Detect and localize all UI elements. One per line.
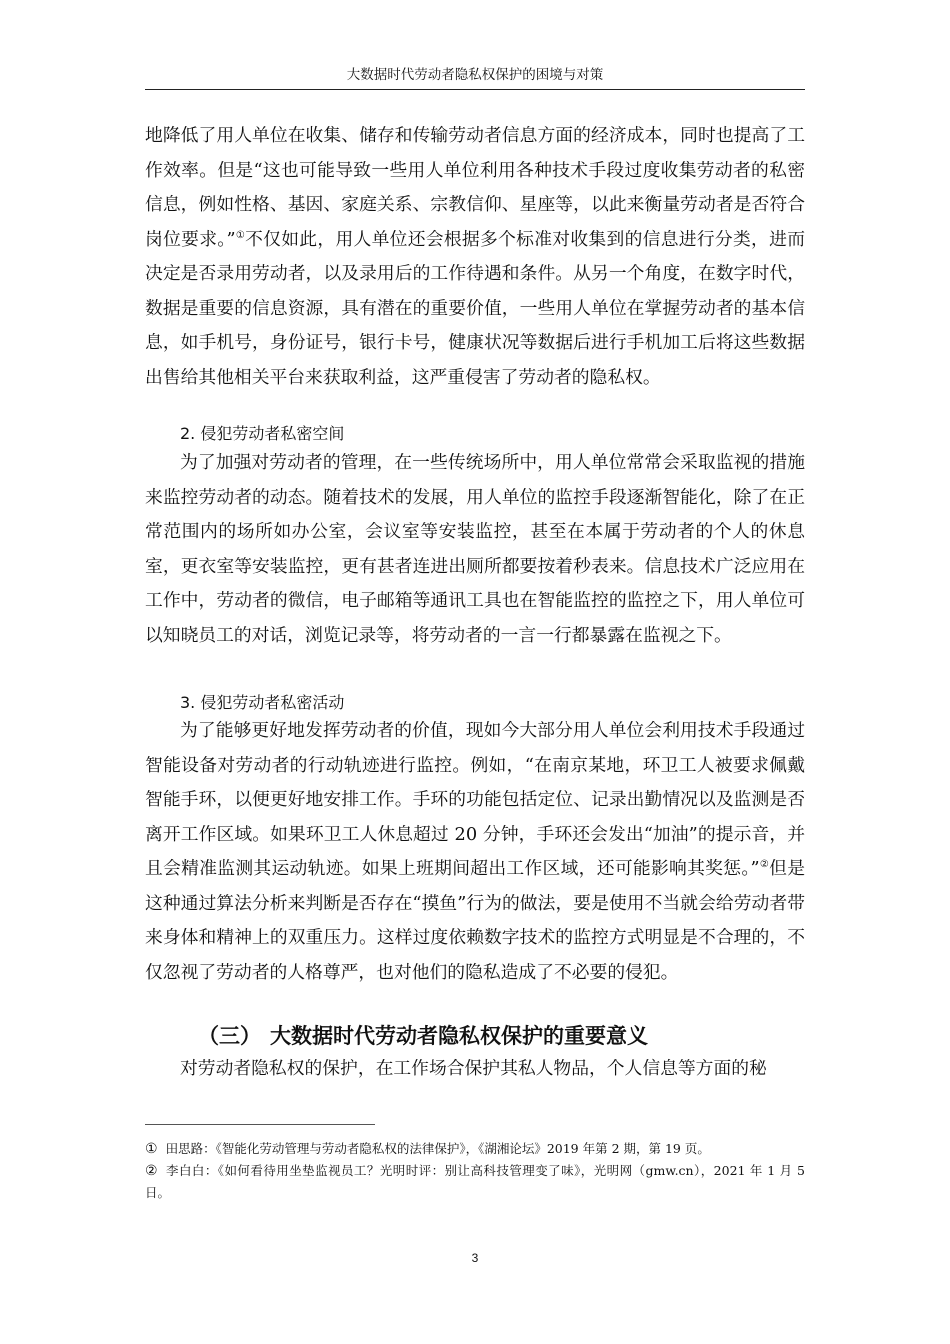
section-title: 大数据时代劳动者隐私权保护的重要意义 xyxy=(270,1024,648,1048)
footnote-mark: ② xyxy=(145,1163,158,1179)
section-heading xyxy=(198,1022,648,1050)
paragraph-text: 不仅如此，用人单位还会根据多个标准对收集到的信息进行分类，进而决定是否录用劳动者，以及录用后的工作待遇和条件。从另一个角度，在数字时代，数据是重要的信息资源，具有潜在的重要价值，一些用人单位在掌握劳动者的基本信息，如手机号，身份证号，银行卡号，健康状况等数据后进行手机加工后将这些数据出售给其他相关平台来获取利益，这严重侵害了劳动者的隐私权。 xyxy=(145,228,805,388)
paragraph-private-space: 为了加强对劳动者的管理，在一些传统场所中，用人单位常常会采取监视的措施来监控劳动者的动态。随着技术的发展，用人单位的监控手段逐渐智能化，除了在正常范围内的场所如办公室，会议室等安装监控，甚至在本属于劳动者的个人的休息室，更衣室等安装监控，更有甚者连进出厕所都要按着秒表来。信息技术广泛应用在工作中，劳动者的微信，电子邮箱等通讯工具也在智能监控的监控之下，用人单位可以知晓员工的对话，浏览记录等，将劳动者的一言一行都暴露在监视之下。 xyxy=(145,452,805,646)
footnote-text: 李白白：《如何看待用坐垫监视员工？光明时评：别让高科技管理变了味》，光明网（gmw.cn），2021 年 1 月 5 日。 xyxy=(145,1163,805,1200)
paragraph-private-activity xyxy=(145,714,805,990)
subheading-private-space: 2. 侵犯劳动者私密空间 xyxy=(180,424,345,443)
paragraph-data-collection xyxy=(145,119,805,395)
paragraph-text: 地降低了用人单位在收集、储存和传输劳动者信息方面的经济成本，同时也提高了工作效率。但是“这也可能导致一些用人单位利用各种技术手段过度收集劳动者的私密信息，例如性格、基因、家庭关系、宗教信仰、星座等，以此来衡量劳动者是否符合岗位要求。” xyxy=(145,125,805,250)
subheading-private-activity: 3. 侵犯劳动者私密活动 xyxy=(180,693,345,712)
footnote-separator xyxy=(145,1124,375,1125)
page-number: 3 xyxy=(471,1251,479,1265)
paragraph-text: 但是这种通过算法分析来判断是否存在“摸鱼”行为的做法，要是使用不当就会给劳动者带来身体和精神上的双重压力。这样过度依赖数字技术的监控方式明显是不合理的，不仅忽视了劳动者的人格尊严，也对他们的隐私造成了不必要的侵犯。 xyxy=(145,858,805,983)
footnote-1 xyxy=(145,1138,805,1160)
running-header: 大数据时代劳动者隐私权保护的困境与对策 xyxy=(346,67,604,83)
footnote-mark: ① xyxy=(145,1141,158,1157)
footnote-text: 田思路：《智能化劳动管理与劳动者隐私权的法律保护》，《湖湘论坛》2019 年第 2 期，第 19 页。 xyxy=(165,1141,710,1156)
section-number: （三） xyxy=(198,1024,261,1048)
paragraph-significance: 对劳动者隐私权的保护，在工作场合保护其私人物品，个人信息等方面的秘 xyxy=(180,1058,767,1079)
footnote-ref-2[interactable]: ② xyxy=(759,859,770,870)
footnote-ref-1[interactable]: ① xyxy=(235,229,246,241)
paragraph-text: 为了能够更好地发挥劳动者的价值，现如今大部分用人单位会利用技术手段通过智能设备对劳动者的行动轨迹进行监控。例如，“在南京某地，环卫工人被要求佩戴智能手环，以便更好地安排工作。手环的功能包括定位、记录出勤情况以及监测是否离开工作区域。如果环卫工人休息超过 20 分钟，手环还会发出“加油”的提示音，并且会精准监测其运动轨迹。如果上班期间超出工作区域，还可能影响其奖惩。” xyxy=(145,720,805,879)
header-rule xyxy=(145,89,805,90)
footnote-2 xyxy=(145,1160,805,1204)
